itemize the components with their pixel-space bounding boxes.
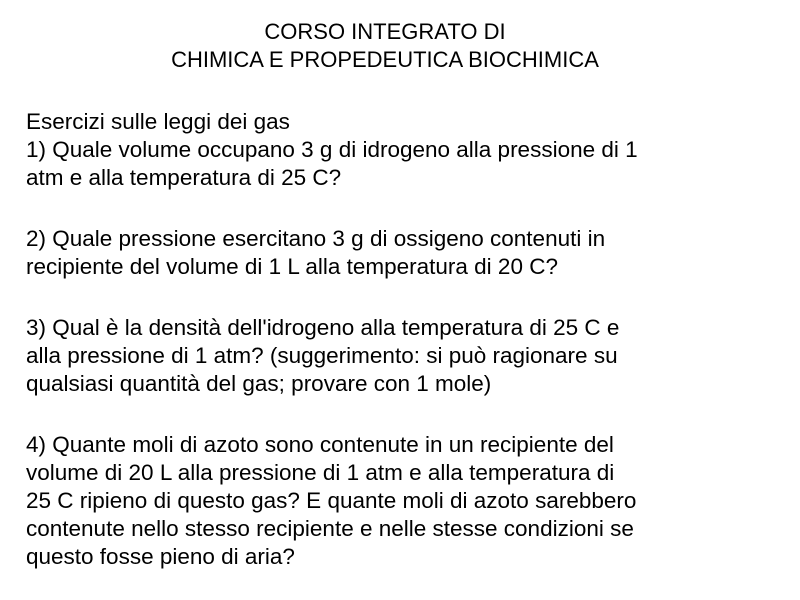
spacer (26, 281, 786, 314)
course-title-line-2: CHIMICA E PROPEDEUTICA BIOCHIMICA (171, 47, 599, 72)
section-title-block (26, 108, 786, 136)
exercise-1-line-2: atm e alla temperatura di 25 C? (26, 165, 342, 190)
exercise-2 (26, 225, 786, 281)
spacer (26, 192, 786, 225)
exercise-4 (26, 431, 786, 571)
course-title (0, 18, 770, 74)
exercise-1 (26, 136, 786, 192)
exercise-content (26, 108, 786, 571)
exercise-4-line-5: questo fosse pieno di aria? (26, 544, 295, 569)
exercise-1-line-1: 1) Quale volume occupano 3 g di idrogeno alla pressione di 1 (26, 137, 638, 162)
section-title: Esercizi sulle leggi dei gas (26, 109, 290, 134)
exercise-3-line-2: alla pressione di 1 atm? (suggerimento: si può ragionare su (26, 343, 618, 368)
exercise-4-line-1: 4) Quante moli di azoto sono contenute in un recipiente del (26, 432, 614, 457)
course-title-line-1: CORSO INTEGRATO DI (264, 19, 506, 44)
exercise-4-line-2: volume di 20 L alla pressione di 1 atm e alla temperatura di (26, 460, 615, 485)
exercise-2-line-2: recipiente del volume di 1 L alla temperatura di 20 C? (26, 254, 558, 279)
spacer (26, 398, 786, 431)
exercise-4-line-3: 25 C ripieno di questo gas? E quante moli di azoto sarebbero (26, 488, 637, 513)
exercise-3 (26, 314, 786, 398)
exercise-3-line-1: 3) Qual è la densità dell'idrogeno alla temperatura di 25 C e (26, 315, 620, 340)
exercise-3-line-3: qualsiasi quantità del gas; provare con 1 mole) (26, 371, 492, 396)
exercise-4-line-4: contenute nello stesso recipiente e nelle stesse condizioni se (26, 516, 634, 541)
exercise-2-line-1: 2) Quale pressione esercitano 3 g di ossigeno contenuti in (26, 226, 606, 251)
